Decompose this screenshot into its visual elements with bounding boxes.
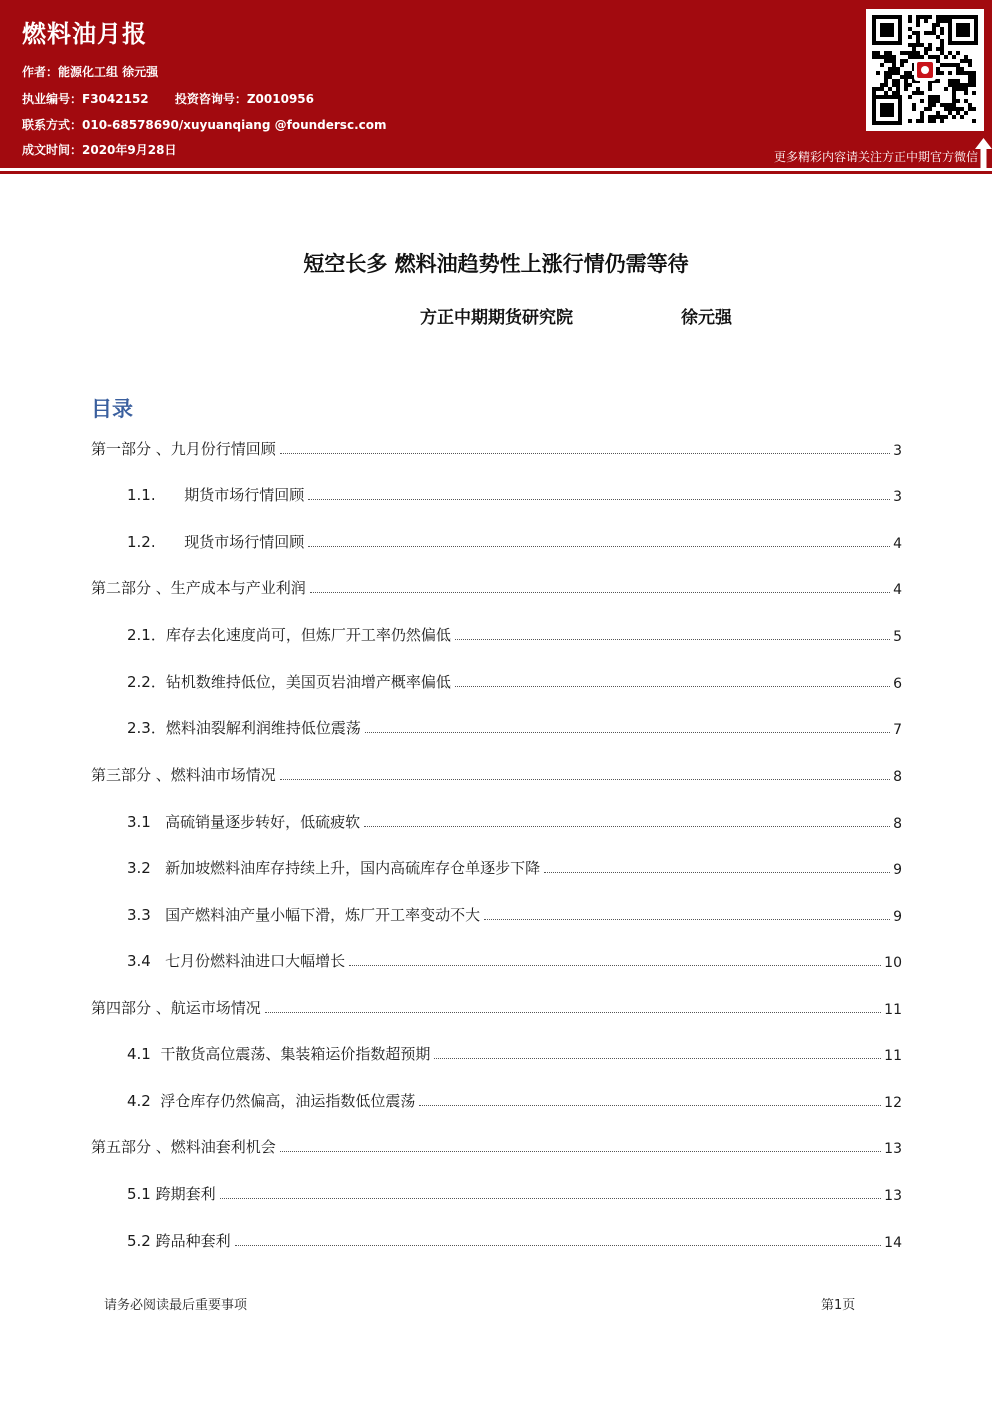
toc-entry-label: 5.2 跨品种套利 <box>127 1232 231 1250</box>
toc-entry-page: 8 <box>893 816 902 832</box>
toc-entry-page: 13 <box>884 1188 902 1204</box>
toc-entry-label: 3.3 国产燃料油产量小幅下滑，炼厂开工率变动不大 <box>127 906 481 924</box>
toc-entry-label: 第二部分 、生产成本与产业利润 <box>91 579 306 597</box>
toc-leader-dots <box>544 872 890 873</box>
toc-entry-label: 5.1 跨期套利 <box>127 1185 216 1203</box>
toc-entry-label: 2.1．库存去化速度尚可，但炼厂开工率仍然偏低 <box>127 626 451 644</box>
toc-entry[interactable] <box>127 949 902 971</box>
toc-entry-label: 第五部分 、燃料油套利机会 <box>91 1138 276 1156</box>
toc-entry-page: 4 <box>893 582 902 598</box>
toc-leader-dots <box>365 732 890 733</box>
toc-leader-dots <box>419 1105 881 1106</box>
toc-entry[interactable] <box>127 483 902 505</box>
consult-no: 投资咨询号：Z0010956 <box>174 92 314 106</box>
toc-leader-dots <box>455 686 890 687</box>
toc-entry[interactable] <box>127 623 902 645</box>
document-title: 短空长多 燃料油趋势性上涨行情仍需等待 <box>303 252 689 276</box>
toc-entry-label: 2.2．钻机数维持低位，美国页岩油增产概率偏低 <box>127 673 451 691</box>
toc-leader-dots <box>455 639 890 640</box>
toc-entry[interactable] <box>127 1042 902 1064</box>
toc-entry[interactable] <box>127 670 902 692</box>
toc-entry[interactable] <box>127 1182 902 1204</box>
toc-entry-page: 9 <box>893 862 902 878</box>
toc-entry-label: 4.2 浮仓库存仍然偏高，油运指数低位震荡 <box>127 1092 416 1110</box>
footer-page-number: 第1页 <box>821 1298 856 1313</box>
toc-leader-dots <box>308 499 890 500</box>
toc-entry-label: 第一部分 、九月份行情回顾 <box>91 440 276 458</box>
toc-entry-label: 3.1 高硫销量逐步转好，低硫疲软 <box>127 813 361 831</box>
toc-entry-page: 11 <box>884 1048 902 1064</box>
toc-entry[interactable] <box>91 996 902 1018</box>
report-name: 燃料油月报 <box>22 20 147 48</box>
toc-leader-dots <box>235 1245 882 1246</box>
up-arrow-icon <box>975 138 992 168</box>
toc-entry-page: 13 <box>884 1141 902 1157</box>
toc-leader-dots <box>364 826 890 827</box>
wechat-note: 更多精彩内容请关注方正中期官方微信 <box>773 150 978 164</box>
toc-entry[interactable] <box>127 1229 902 1251</box>
toc-entry-label: 3.4 七月份燃料油进口大幅增长 <box>127 952 346 970</box>
qr-code-icon <box>866 9 984 131</box>
toc-entry-label: 3.2 新加坡燃料油库存持续上升，国内高硫库存仓单逐步下降 <box>127 859 541 877</box>
toc-leader-dots <box>280 453 890 454</box>
author-name: 徐元强 <box>681 308 732 328</box>
author-line: 作者：能源化工组 徐元强 <box>22 65 159 79</box>
toc-leader-dots <box>280 1151 881 1152</box>
date-line: 成文时间：2020年9月28日 <box>22 143 177 157</box>
toc-entry-label: 第四部分 、航运市场情况 <box>91 999 261 1017</box>
toc-heading: 目录 <box>91 397 133 421</box>
toc-entry-page: 4 <box>893 536 902 552</box>
toc-entry-page: 3 <box>893 489 902 505</box>
toc-leader-dots <box>434 1058 881 1059</box>
institute-name: 方正中期期货研究院 <box>420 308 573 328</box>
toc-entry-page: 12 <box>884 1095 902 1111</box>
header-divider <box>0 171 992 174</box>
report-header <box>0 0 992 168</box>
toc-entry-label: 2.3．燃料油裂解利润维持低位震荡 <box>127 719 361 737</box>
toc-leader-dots <box>484 919 890 920</box>
toc-entry-page: 8 <box>893 769 902 785</box>
footer-notice: 请务必阅读最后重要事项 <box>104 1298 248 1313</box>
toc-leader-dots <box>280 779 890 780</box>
toc-leader-dots <box>220 1198 882 1199</box>
toc-entry-page: 9 <box>893 909 902 925</box>
toc-leader-dots <box>265 1012 881 1013</box>
contact-line: 联系方式：010-68578690/xuyuanqiang @foundersc.com <box>22 118 387 132</box>
toc-entry-page: 3 <box>893 443 902 459</box>
toc-leader-dots <box>349 965 881 966</box>
toc-entry[interactable] <box>91 763 902 785</box>
toc-entry-label: 1.1. 期货市场行情回顾 <box>127 486 305 504</box>
toc-entry[interactable] <box>91 437 902 459</box>
toc-entry-page: 5 <box>893 629 902 645</box>
license-line <box>22 90 336 107</box>
toc-entry-page: 11 <box>884 1002 902 1018</box>
toc-entry-page: 6 <box>893 676 902 692</box>
toc-leader-dots <box>308 546 890 547</box>
toc-entry-label: 第三部分 、燃料油市场情况 <box>91 766 276 784</box>
toc-entry[interactable] <box>127 903 902 925</box>
toc-entry[interactable] <box>127 530 902 552</box>
toc-entry[interactable] <box>127 716 902 738</box>
toc-entry-label: 4.1 干散货高位震荡、集装箱运价指数超预期 <box>127 1045 431 1063</box>
toc-entry-label: 1.2. 现货市场行情回顾 <box>127 533 305 551</box>
toc-entry-page: 7 <box>893 722 902 738</box>
toc-entry[interactable] <box>127 1089 902 1111</box>
license-no: 执业编号：F3042152 <box>22 92 149 106</box>
toc-entry[interactable] <box>91 576 902 598</box>
toc-entry-page: 14 <box>884 1235 902 1251</box>
toc-leader-dots <box>310 592 890 593</box>
toc-entry-page: 10 <box>884 955 902 971</box>
toc-entry[interactable] <box>91 1135 902 1157</box>
toc-entry[interactable] <box>127 856 902 878</box>
toc-entry[interactable] <box>127 810 902 832</box>
